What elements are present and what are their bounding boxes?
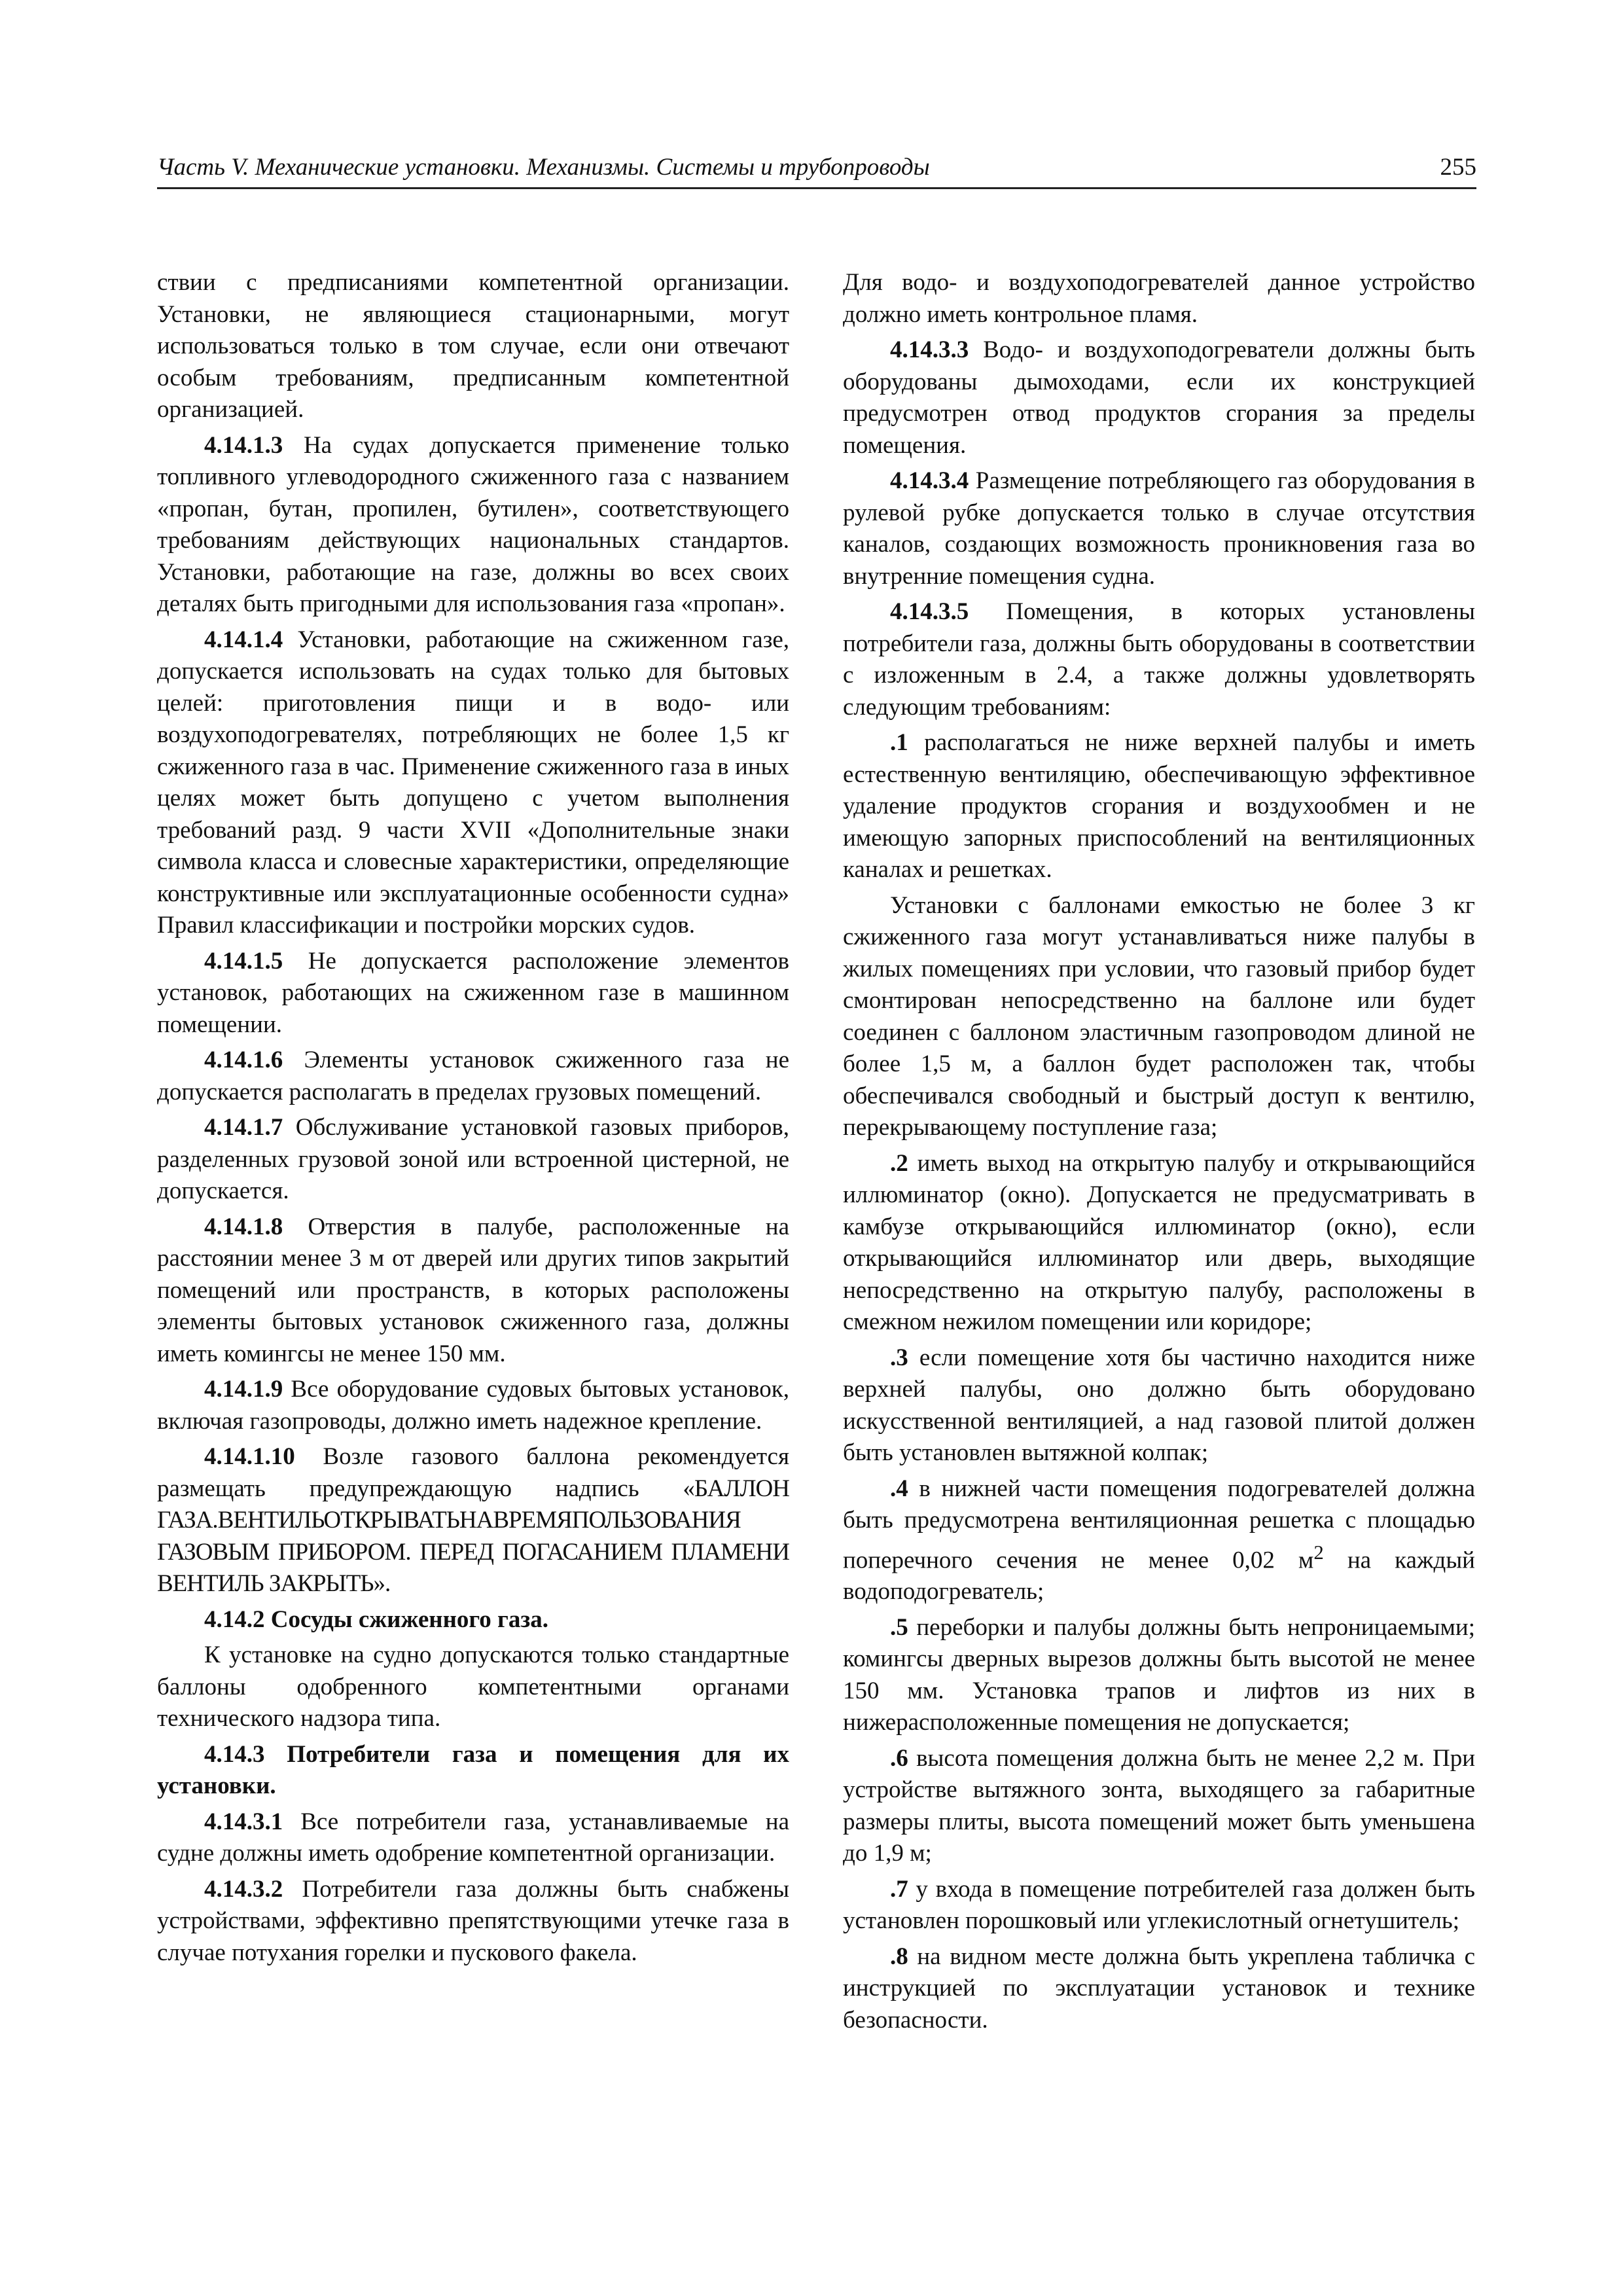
paragraph: 4.14.1.6 Элементы установок сжиженного газа не допускается располагать в пределах грузовых помещений. — [157, 1047, 789, 1105]
clause-number: 4.14.1.9 — [204, 1376, 283, 1403]
clause-number: 4.14.1.4 — [204, 626, 283, 653]
list-item: .1 располагаться не ниже верхней палубы и иметь естественную вентиляцию, обеспечивающую эффективное удаление продуктов сгорания и воздухообмен и не имеющую запорных приспособлений на вентиляционных каналах и решетках. — [843, 729, 1475, 883]
paragraph: ствии с предписаниями компетентной организации. Установки, не являющиеся стационарными, могут использоваться только в том случае, если они отвечают особым требованиям, предписанным компетентной организацией. — [157, 269, 789, 423]
warning-text: «БАЛЛОН ГАЗА.ВЕНТИЛЬОТКРЫВАТЬНАВРЕМЯПОЛЬЗОВАНИЯ ГАЗОВЫМ ПРИБОРОМ. ПЕРЕД ПОГАСАНИЕМ ПЛАМЕНИ ВЕНТИЛЬ ЗАКРЫТЬ». — [157, 1475, 789, 1597]
list-item: .4 в нижней части помещения подогревателей должна быть предусмотрена вентиляционная решетка с площадью поперечного сечения не менее 0,02 $м^2$ на каждый водоподогреватель; — [843, 1475, 1475, 1605]
clause-number: 4.14.3.2 — [204, 1875, 283, 1903]
item-number: .6 — [890, 1744, 908, 1772]
left-column — [157, 267, 789, 1973]
list-item: .3 если помещение хотя бы частично находится ниже верхней палубы, оно должно быть оборудовано искусственной вентиляцией, а над газовой плитой должен быть установлен вытяжной колпак; — [843, 1344, 1475, 1466]
clause-number: 4.14.1.6 — [204, 1047, 283, 1073]
page-number: 255 — [1440, 154, 1476, 181]
clause-number: 4.14.1.7 — [204, 1114, 283, 1141]
item-number: .2 — [890, 1149, 908, 1177]
list-item: .6 высота помещения должна быть не менее 2,2 м. При устройстве вытяжного зонта, выходящего за габаритные размеры плиты, высота помещений может быть уменьшена до 1,9 м; — [843, 1744, 1475, 1867]
paragraph: Установки с баллонами емкостью не более 3 кг сжиженного газа могут устанавливаться ниже палубы в жилых помещениях при условии, что газовый прибор будет смонтирован непосредственно на баллоне или будет соединен с баллоном эластичным газопроводом длиной не более 1,5 м, а баллон будет расположен так, чтобы обеспечивался свободный и быстрый доступ к вентилю, перекрывающему поступление газа; — [843, 891, 1475, 1141]
right-column — [843, 267, 1475, 2040]
paragraph: К установке на судно допускаются только стандартные баллоны одобренного компетентными органами технического надзора типа. — [157, 1641, 789, 1732]
item-number: .7 — [890, 1875, 908, 1903]
paragraph: 4.14.1.7 Обслуживание установкой газовых приборов, разделенных грузовой зоной или встроенной цистерной, не допускается. — [157, 1114, 789, 1204]
section-heading: 4.14.3 Потребители газа и помещения для их установки. — [157, 1740, 789, 1799]
paragraph: 4.14.3.5 Помещения, в которых установлены потребители газа, должны быть оборудованы в соответствии с изложенным в 2.4, а также должны удовлетворять следующим требованиям: — [843, 598, 1475, 721]
header-title: Часть V. Механические установки. Механизмы. Системы и трубопроводы — [157, 154, 930, 181]
clause-number: 4.14.3.3 — [890, 336, 969, 363]
paragraph: 4.14.1.9 Все оборудование судовых бытовых установок, включая газопроводы, должно иметь надежное крепление. — [157, 1376, 789, 1435]
clause-number: 4.14.3.1 — [204, 1808, 283, 1835]
paragraph: Для водо- и воздухоподогревателей данное устройство должно иметь контрольное пламя. — [843, 269, 1475, 328]
clause-number: 4.14.1.5 — [204, 947, 283, 975]
running-header — [157, 153, 1476, 189]
item-number: .1 — [890, 729, 908, 756]
paragraph: 4.14.1.8 Отверстия в палубе, расположенные на расстоянии менее 3 м от дверей или других типов закрытий помещений или пространств, в которых расположены элементы бытовых установок сжиженного газа, должны иметь комингсы не менее 150 мм. — [157, 1213, 789, 1367]
paragraph: 4.14.1.4 Установки, работающие на сжиженном газе, допускается использовать на судах только для бытовых целей: приготовления пищи и в водо- или воздухоподогревателях, потребляющих не более 1,5 кг сжиженного газа в час. Применение сжиженного газа в иных целях может быть допущено с учетом выполнения требований разд. 9 части XVII «Дополнительные знаки символа класса и словесные характеристики, определяющие конструктивные или эксплуатационные особенности судна» Правил классификации и постройки морских судов. — [157, 626, 789, 939]
paragraph: 4.14.3.3 Водо- и воздухоподогреватели должны быть оборудованы дымоходами, если их конструкцией предусмотрен отвод продуктов сгорания за пределы помещения. — [843, 336, 1475, 459]
paragraph: 4.14.3.2 Потребители газа должны быть снабжены устройствами, эффективно препятствующими утечке газа в случае потухания горелки и пускового факела. — [157, 1875, 789, 1966]
item-number: .8 — [890, 1943, 908, 1970]
item-number: .5 — [890, 1613, 908, 1641]
paragraph: 4.14.1.3 На судах допускается применение только топливного углеводородного сжиженного газа с названием «пропан, бутан, пропилен, бутилен», соответствующего требованиям действующих национальных стандартов. Установки, работающие на газе, должны во всех своих деталях быть пригодными для использования газа «пропан». — [157, 431, 789, 617]
paragraph: 4.14.1.10 Возле газового баллона рекомендуется размещать предупреждающую надпись «БАЛЛОН ГАЗА.ВЕНТИЛЬОТКРЫВАТЬНАВРЕМЯПОЛЬЗОВАНИЯ ГАЗОВЫМ ПРИБОРОМ. ПЕРЕД ПОГАСАНИЕМ ПЛАМЕНИ ВЕНТИЛЬ ЗАКРЫТЬ». — [157, 1443, 789, 1597]
clause-number: 4.14.1.3 — [204, 431, 283, 459]
item-number: .4 — [890, 1475, 908, 1502]
list-item: .2 иметь выход на открытую палубу и открывающийся иллюминатор (окно). Допускается не предусматривать в камбузе открывающийся иллюминатор (окно), если открывающийся иллюминатор или дверь, выходящие непосредственно на открытую палубу, расположены в смежном нежилом помещении или коридоре; — [843, 1149, 1475, 1335]
paragraph: 4.14.1.5 Не допускается расположение элементов установок, работающих на сжиженном газе в машинном помещении. — [157, 947, 789, 1038]
clause-number: 4.14.1.8 — [204, 1213, 283, 1240]
paragraph: 4.14.3.1 Все потребители газа, устанавливаемые на судне должны иметь одобрение компетентной организации. — [157, 1808, 789, 1867]
section-heading: 4.14.2 Сосуды сжиженного газа. — [204, 1605, 548, 1633]
clause-number: 4.14.1.10 — [204, 1443, 295, 1470]
list-item: .8 на видном месте должна быть укреплена табличка с инструкцией по эксплуатации установок и технике безопасности. — [843, 1943, 1475, 2034]
item-number: .3 — [890, 1344, 908, 1371]
superscript: 2 — [1313, 1541, 1324, 1564]
clause-number: 4.14.3.5 — [890, 598, 969, 625]
paragraph: 4.14.3.4 Размещение потребляющего газ оборудования в рулевой рубке допускается только в случае отсутствия каналов, создающих возможность проникновения газа во внутренние помещения судна. — [843, 467, 1475, 590]
list-item: .5 переборки и палубы должны быть непроницаемыми; комингсы дверных вырезов должны быть высотой не менее 150 мм. Установка трапов и лифтов из них в нижерасположенные помещения не допускается; — [843, 1613, 1475, 1736]
list-item: .7 у входа в помещение потребителей газа должен быть установлен порошковый или углекислотный огнетушитель; — [843, 1875, 1475, 1935]
clause-number: 4.14.3.4 — [890, 467, 969, 494]
